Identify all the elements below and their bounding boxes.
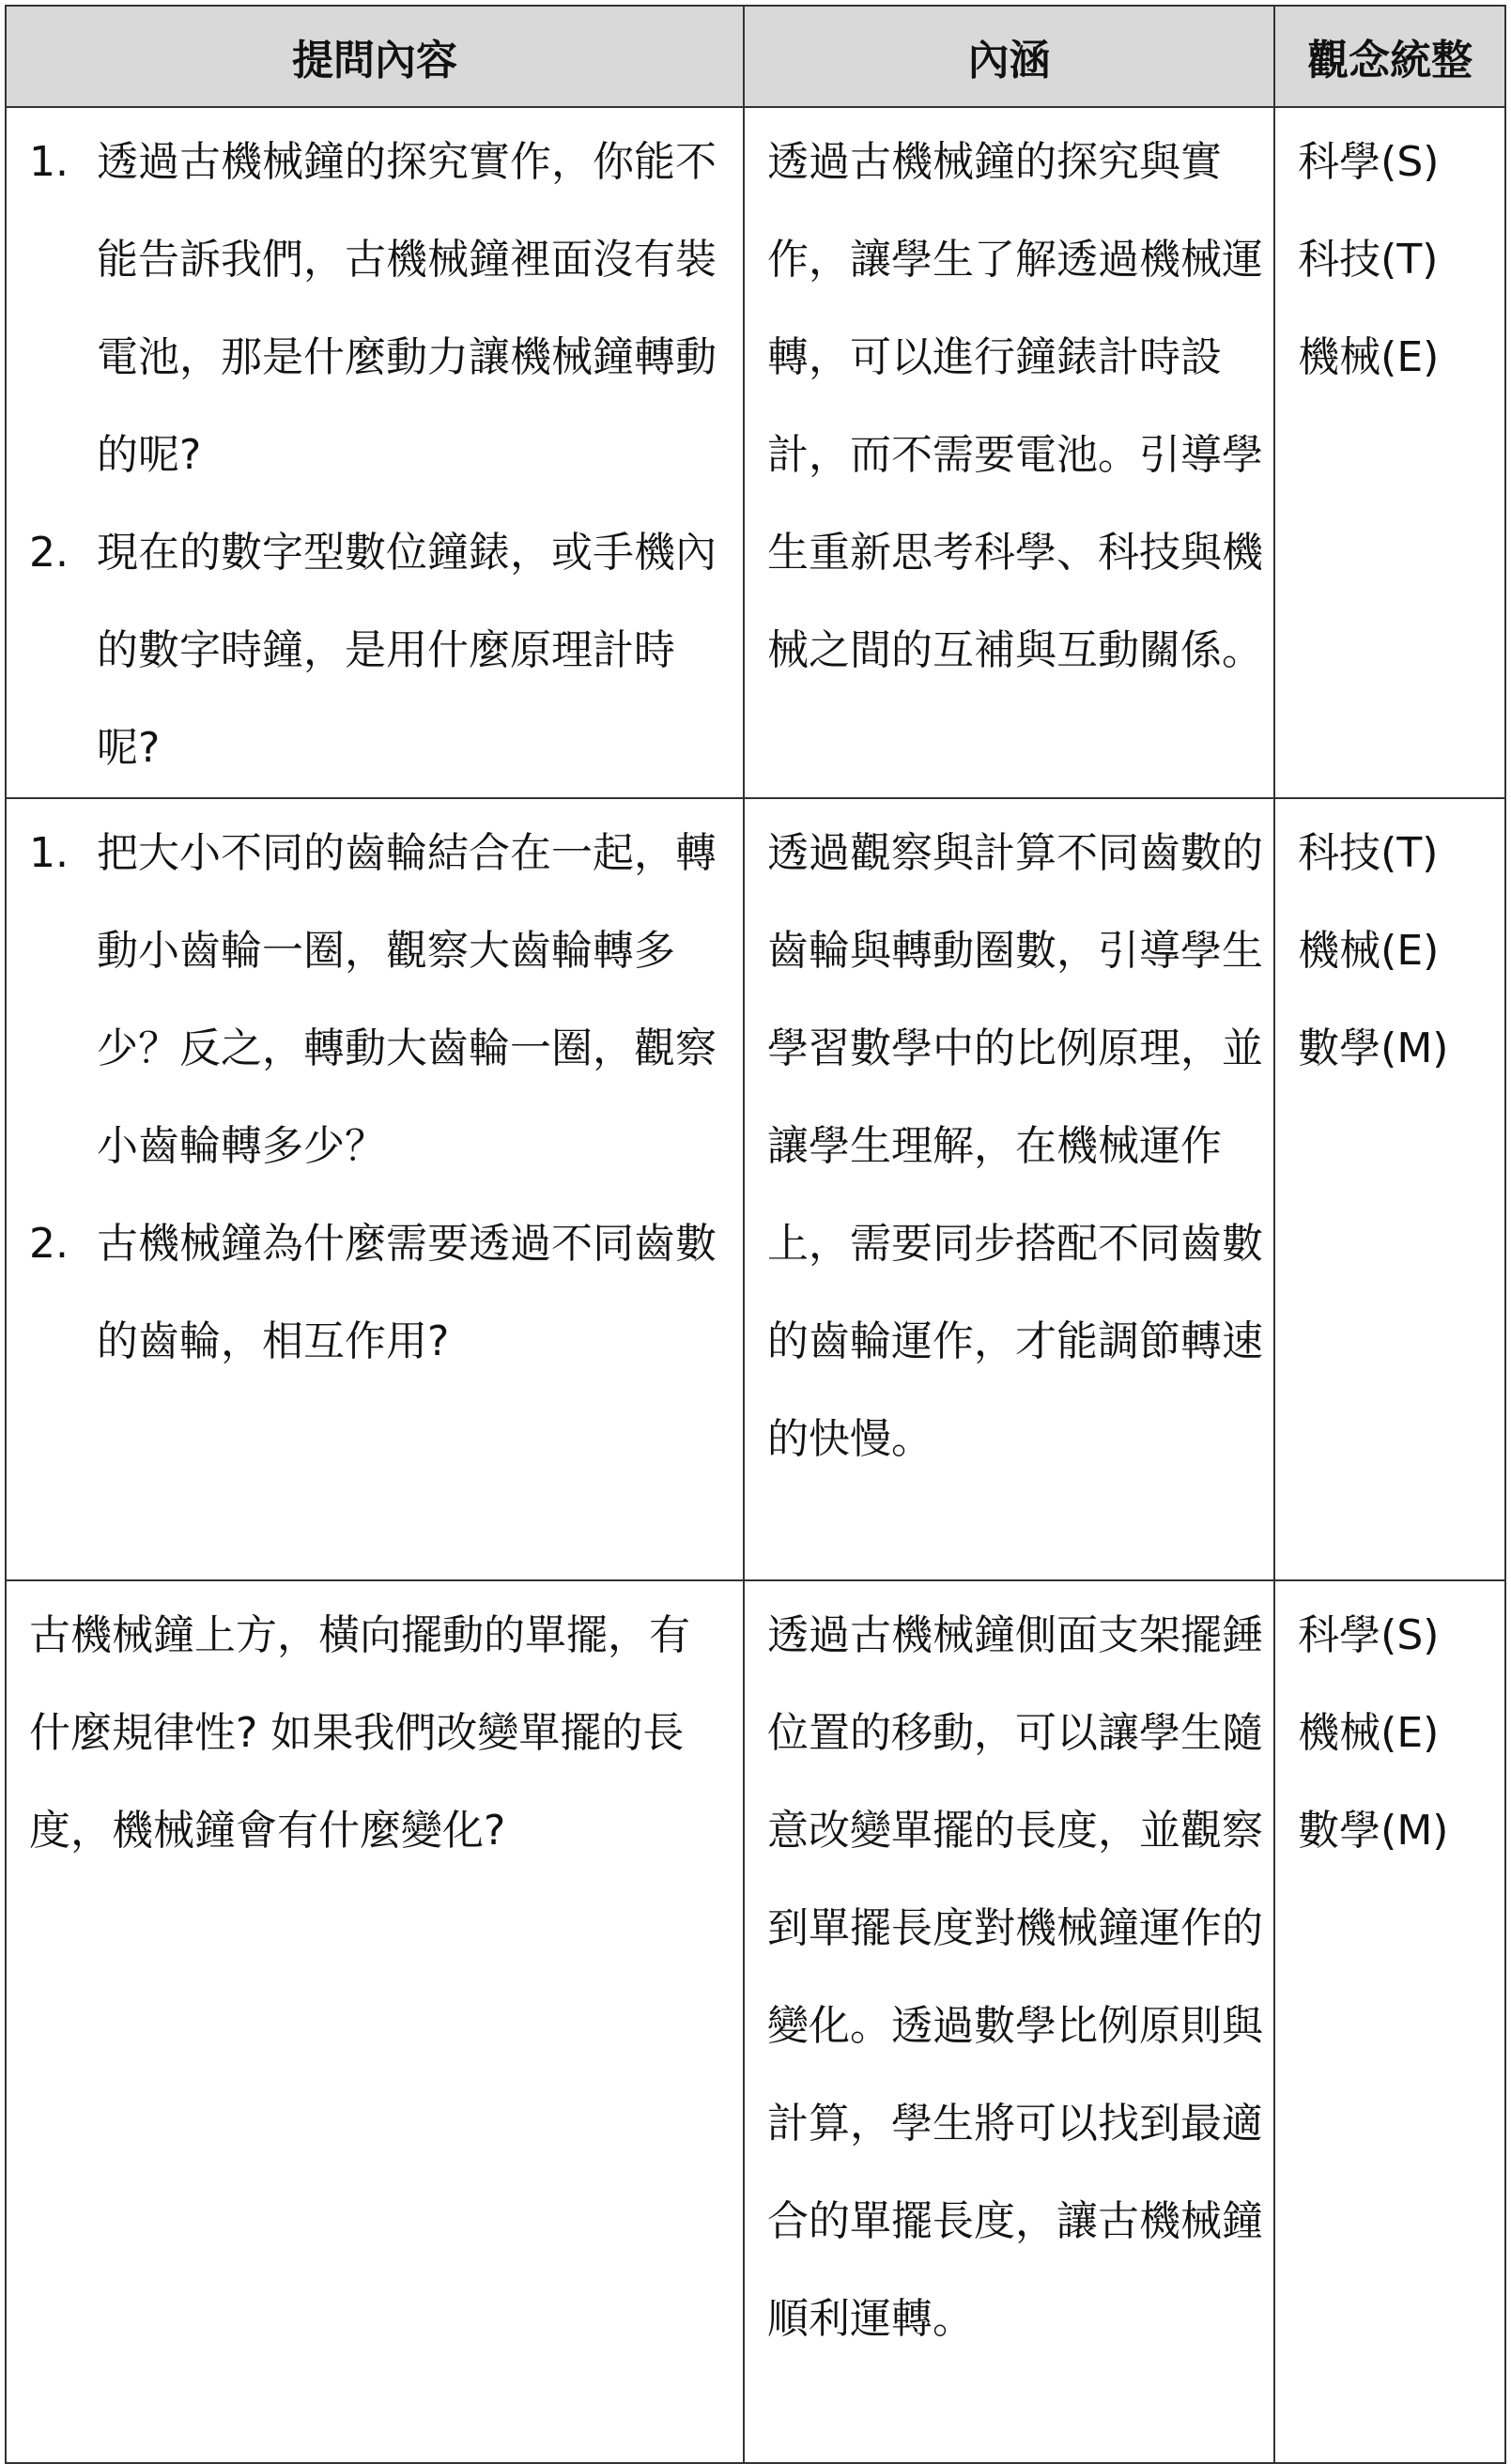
concept-item: 科技(T) [1298, 236, 1439, 284]
header-intent: 內涵 [744, 6, 1274, 107]
concept-item: 機械(E) [1298, 927, 1440, 975]
question-list [29, 805, 728, 1391]
concept-item: 科學(S) [1298, 1611, 1440, 1659]
question-text: 古機械鐘為什麼需要透過不同齒數的齒輪，相互作用? [97, 1220, 717, 1365]
questions-cell [6, 107, 744, 798]
concept-item: 數學(M) [1298, 1024, 1449, 1072]
question-number: 2. [29, 1220, 69, 1268]
question-number: 1. [29, 138, 69, 186]
concept-item: 數學(M) [1298, 1807, 1449, 1855]
question-item [29, 114, 728, 504]
question-item [29, 504, 728, 797]
intent-cell [744, 1580, 1274, 2463]
questions-cell [6, 798, 744, 1580]
table-row [6, 798, 1505, 1580]
concept-item: 科技(T) [1298, 829, 1439, 877]
question-text: 透過古機械鐘的探究實作，你能不能告訴我們，古機械鐘裡面沒有裝電池，那是什麼動力讓機械鐘轉動的呢? [97, 138, 717, 479]
question-item [29, 1195, 728, 1391]
concept-item: 科學(S) [1298, 138, 1440, 186]
questions-cell [6, 1580, 744, 2463]
question-list [29, 114, 728, 797]
concepts-cell [1274, 107, 1505, 798]
question-number: 2. [29, 529, 69, 577]
intent-text: 透過古機械鐘側面支架擺錘位置的移動，可以讓學生隨意改變單擺的長度，並觀察到單擺長度對機械鐘運作的變化。透過數學比例原則與計算，學生將可以找到最適合的單擺長度，讓古機械鐘順利運轉。 [766, 1611, 1263, 2343]
intent-cell [744, 107, 1274, 798]
intent-text: 透過觀察與計算不同齒數的齒輪與轉動圈數，引導學生學習數學中的比例原理，並讓學生理解，在機械運作上，需要同步搭配不同齒數的齒輪運作，才能調節轉速的快慢。 [766, 829, 1263, 1463]
table-row [6, 1580, 1505, 2463]
concepts-cell [1274, 1580, 1505, 2463]
intent-cell [744, 798, 1274, 1580]
header-row [6, 6, 1505, 107]
concept-item: 機械(E) [1298, 333, 1440, 381]
question-text: 把大小不同的齒輪結合在一起，轉動小齒輪一圈，觀察大齒輪轉多少？反之，轉動大齒輪一圈，觀察小齒輪轉多少？ [97, 829, 717, 1170]
concept-item: 機械(E) [1298, 1709, 1440, 1757]
question-text: 古機械鐘上方，橫向擺動的單擺，有什麼規律性? 如果我們改變單擺的長度，機械鐘會有什麼變化? [29, 1611, 690, 1855]
header-questions: 提問內容 [6, 6, 744, 107]
table-row [6, 107, 1505, 798]
header-concepts: 觀念統整 [1274, 6, 1505, 107]
teaching-table [5, 5, 1506, 2464]
concepts-cell [1274, 798, 1505, 1580]
intent-text: 透過古機械鐘的探究與實作，讓學生了解透過機械運轉，可以進行鐘錶計時設計，而不需要電池。引導學生重新思考科學、科技與機械之間的互補與互動關係。 [766, 138, 1263, 674]
question-item [29, 805, 728, 1195]
question-number: 1. [29, 829, 69, 877]
question-text: 現在的數字型數位鐘錶，或手機內的數字時鐘，是用什麼原理計時呢? [97, 529, 717, 772]
